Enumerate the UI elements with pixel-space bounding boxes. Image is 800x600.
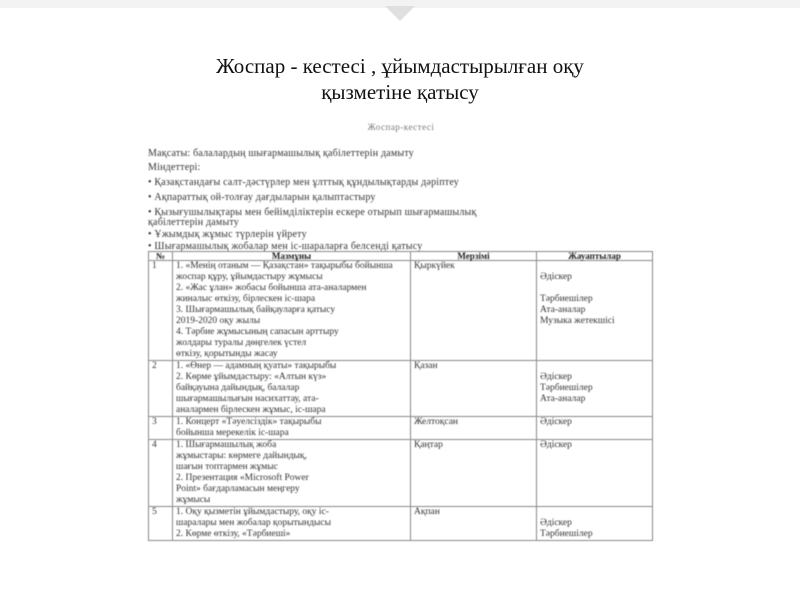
row-number: [149, 261, 173, 361]
slide-title: [150, 53, 650, 105]
row-content-line: байқауына дайындық, балалар: [176, 383, 300, 393]
row-term: [411, 507, 537, 541]
row-responsible-line: [540, 283, 649, 294]
row-content-line: 3. Шығармашылық байқауларға қатысу: [176, 305, 336, 315]
row-number: [149, 417, 173, 440]
table-row: [149, 417, 653, 440]
row-content-line: жұмысы: [176, 495, 211, 505]
row-content-line: 2. Көрме ұйымдастыру: «Алтын күз»: [176, 372, 327, 382]
row-number-text: 2: [152, 361, 157, 371]
row-content-line: 1. Оқу қызметін ұйымдастыру, оқу іс-: [176, 507, 329, 517]
header-content: Мазмұны: [173, 252, 411, 261]
row-content-line: жолдары туралы дөңгелек үстел: [176, 338, 307, 348]
document-line: • Қызығушылықтары мен бейімділіктерін ескере отырып шығармашылық: [148, 207, 477, 218]
row-responsible-line: Тәрбиешілер: [540, 383, 593, 393]
row-content-line: 1. Шығармашылық жоба: [176, 440, 277, 450]
row-content-line: өткізу, қорытынды жасау: [176, 349, 278, 359]
row-content-line: аналармен бірлескен жұмыс, іс-шара: [176, 405, 326, 415]
row-term-line: Ақпан: [414, 507, 440, 517]
row-content-line: шаралары мен жобалар қорытындысы: [176, 518, 331, 528]
row-content-line: бойынша мерекелік іс-шара: [176, 428, 289, 438]
row-responsible-line: Музыка жетекшісі: [540, 316, 615, 326]
row-term-line: Желтоқсан: [414, 417, 459, 427]
row-content-line: шағын топтармен жұмыс: [176, 462, 278, 472]
row-number-text: 3: [152, 417, 157, 427]
row-content-line: 1. «Менің отаным — Қазақстан» тақырыбы бойынша: [176, 261, 393, 271]
document-line: • Ақпараттық ой-толғау дағдыларын қалыптастыру: [148, 192, 376, 203]
row-responsible: [537, 361, 653, 417]
slide-top-marker: [385, 6, 415, 21]
table-row: [149, 361, 653, 417]
row-number: [149, 507, 173, 541]
table-row: [149, 440, 653, 507]
row-responsible-line: Тәрбиешілер: [540, 529, 593, 539]
row-content-line: 1. «Өнер — адамның қуаты» тақырыбы: [176, 361, 337, 371]
slide-title-line-2: қызметіне қатысу: [321, 80, 479, 104]
row-number-text: 1: [152, 261, 157, 271]
row-responsible-line: [540, 507, 649, 518]
row-responsible-line: Әдіскер: [540, 272, 572, 282]
row-content-line: 4. Тәрбие жұмысының сапасын арттыру: [176, 327, 339, 337]
row-content: [173, 417, 411, 440]
row-term-line: Қаңтар: [414, 440, 443, 450]
row-term: [411, 417, 537, 440]
table-row: [149, 261, 653, 361]
row-responsible-line: Әдіскер: [540, 518, 572, 528]
row-content-line: Point» бағдарламасын меңгеру: [176, 484, 300, 494]
row-term-line: Қазан: [414, 361, 438, 371]
header-number: №: [149, 252, 173, 261]
row-responsible-line: Әдіскер: [540, 440, 572, 450]
table-row: [149, 507, 653, 541]
row-responsible: [537, 440, 653, 507]
document-line: • Ұжымдық жұмыс түрлерін үйрету: [148, 229, 307, 240]
row-responsible: [537, 261, 653, 361]
row-content-line: 2. Презентация «Microsoft Power: [176, 473, 309, 483]
document-line: Міндеттері:: [148, 162, 201, 173]
row-responsible: [537, 417, 653, 440]
document-line: • Шығармашылық жобалар мен іс-шараларға белсенді қатысу: [148, 241, 423, 252]
row-responsible-line: [540, 361, 649, 372]
row-content: [173, 361, 411, 417]
row-term: [411, 361, 537, 417]
row-responsible-line: Ата-аналар: [540, 394, 586, 404]
row-content: [173, 507, 411, 541]
row-content-line: жұмыстары: көрмеге дайындық,: [176, 451, 307, 461]
row-responsible-line: Тәрбиешілер: [540, 294, 593, 304]
row-responsible-line: Ата-аналар: [540, 305, 586, 315]
document-line: қабілеттерін дамыту: [148, 217, 240, 228]
row-number: [149, 440, 173, 507]
row-content-line: шығармашылығын насихаттау, ата-: [176, 394, 319, 404]
table-header-row: [149, 252, 653, 261]
document-line: Мақсаты: балалардың шығармашылық қабілеттерін дамыту: [148, 148, 414, 159]
header-responsible: Жауаптылар: [537, 252, 653, 261]
header-term: Мерзімі: [411, 252, 537, 261]
row-term: [411, 261, 537, 361]
slide-title-line-1: Жоспар - кестесі , ұйымдастырылған оқу: [216, 54, 584, 78]
row-content-line: жиналыс өткізу, бірлескен іс-шара: [176, 294, 316, 304]
row-content-line: 2. «Жас ұлан» жобасы бойынша ата-аналармен: [176, 283, 367, 293]
row-content-line: жоспар құру, ұйымдастыру жұмысы: [176, 272, 323, 282]
document-line: • Қазақстандағы салт-дәстүрлер мен ұлттық құндылықтарды дәріптеу: [148, 177, 459, 188]
plan-table: [148, 251, 653, 541]
row-term: [411, 440, 537, 507]
document-image: [148, 118, 654, 539]
row-number-text: 5: [152, 507, 157, 517]
row-responsible-line: Әдіскер: [540, 417, 572, 427]
row-content-line: 2. Көрме өткізу, «Тәрбиеші»: [176, 529, 291, 539]
row-content: [173, 261, 411, 361]
row-content-line: 2019-2020 оқу жылы: [176, 316, 261, 326]
row-number-text: 4: [152, 440, 157, 450]
document-heading: Жоспар-кестесі: [367, 122, 435, 132]
row-responsible-line: [540, 261, 649, 272]
row-content-line: 1. Концерт «Тәуелсіздік» тақырыбы: [176, 417, 322, 427]
row-content: [173, 440, 411, 507]
row-responsible: [537, 507, 653, 541]
row-number: [149, 361, 173, 417]
row-responsible-line: Әдіскер: [540, 372, 572, 382]
row-term-line: Қыркүйек: [414, 261, 455, 271]
